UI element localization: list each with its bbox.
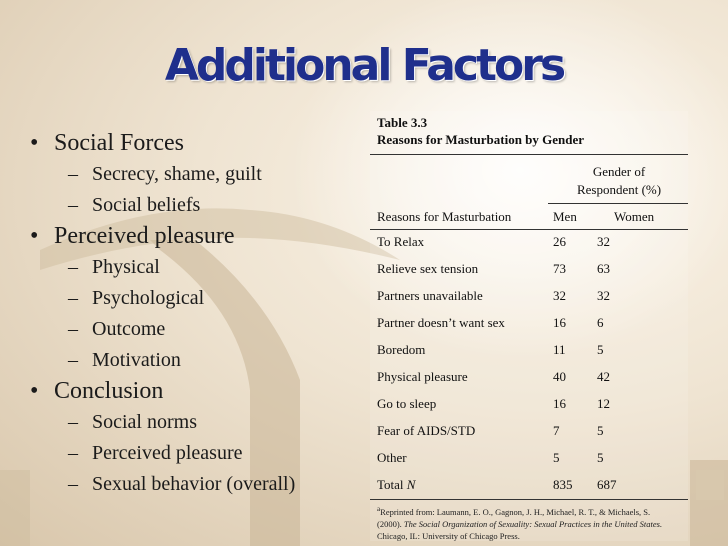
table-row (370, 365, 688, 392)
table-row (370, 392, 688, 419)
column-header-women: Women (614, 209, 655, 224)
total-n: N (406, 477, 416, 492)
footnote-book-title: The Social Organization of Sexuality: Sexual Practices in the United States. (403, 518, 663, 529)
cell-reason: Partner doesn’t want sex (377, 315, 505, 330)
group-header-line1: Gender of (592, 164, 646, 179)
table-number: Table 3.3 (377, 115, 428, 130)
table-row (370, 338, 688, 365)
sub-bullet-outcome: – Outcome (30, 314, 360, 345)
cell-men: 5 (553, 450, 560, 465)
cell-men: 32 (553, 288, 566, 303)
table-row (370, 311, 688, 338)
table-row (370, 419, 688, 446)
bullet-list (30, 128, 360, 500)
sub-bullet-motivation: – Motivation (30, 345, 360, 376)
table-rule-bottom (370, 499, 688, 500)
footnote-line2-prefix: (2000). (377, 518, 404, 529)
group-header-rule (548, 203, 688, 204)
group-header (550, 163, 688, 199)
bullet-conclusion: • Conclusion (30, 376, 360, 407)
table-row (370, 230, 688, 257)
bullet-perceived-pleasure: • Perceived pleasure (30, 221, 360, 252)
table-rule-top (370, 154, 688, 155)
footnote-line1: Reprinted from: Laumann, E. O., Gagnon, J. H., Michael, R. T., & Michaels, S. (380, 506, 651, 517)
table-title: Reasons for Masturbation by Gender (377, 132, 585, 147)
cell-men: 40 (553, 369, 566, 384)
cell-women: 5 (597, 450, 604, 465)
cell-women: 12 (597, 396, 610, 411)
cell-women: 32 (597, 288, 610, 303)
cell-men: 11 (553, 342, 566, 357)
table-row (370, 446, 688, 473)
sub-bullet-social-beliefs: – Social beliefs (30, 190, 360, 221)
cell-reason: Physical pleasure (377, 369, 468, 384)
table-row (370, 257, 688, 284)
cell-men: 26 (553, 234, 566, 249)
cell-men: 16 (553, 315, 566, 330)
cell-women: 32 (597, 234, 610, 249)
footnote-line3: Chicago, IL: University of Chicago Press. (377, 530, 520, 541)
column-header-men: Men (553, 209, 577, 224)
sub-bullet-social-norms: – Social norms (30, 407, 360, 438)
slide-title: Additional Factors (164, 40, 564, 91)
cell-reason: To Relax (377, 234, 425, 249)
cell-reason: Go to sleep (377, 396, 437, 411)
cell-women: 5 (597, 423, 604, 438)
bullet-social-forces: • Social Forces (30, 128, 360, 159)
cell-reason: Partners unavailable (377, 288, 483, 303)
sub-bullet-physical: – Physical (30, 252, 360, 283)
sub-bullet-psychological: – Psychological (30, 283, 360, 314)
cell-men: 73 (553, 261, 566, 276)
cell-men: 835 (553, 477, 573, 492)
cell-men: 16 (553, 396, 566, 411)
footnote-marker: a (377, 505, 381, 513)
group-header-line2: Respondent (%) (576, 182, 662, 197)
cell-women: 6 (597, 315, 604, 330)
cell-men: 7 (553, 423, 560, 438)
table-footnote (377, 503, 687, 542)
total-label: Total (377, 477, 404, 492)
column-header-reason: Reasons for Masturbation (377, 209, 512, 224)
sub-bullet-sexual-behavior: – Sexual behavior (overall) (30, 469, 360, 500)
cell-women: 687 (597, 477, 617, 492)
sub-bullet-perceived-pleasure: – Perceived pleasure (30, 438, 360, 469)
data-table (370, 111, 688, 541)
cell-reason: Fear of AIDS/STD (377, 423, 476, 438)
cell-total-label (377, 477, 415, 493)
cell-women: 5 (597, 342, 604, 357)
cell-reason: Relieve sex tension (377, 261, 479, 276)
cell-reason: Boredom (377, 342, 426, 357)
cell-women: 42 (597, 369, 610, 384)
table-row (370, 284, 688, 311)
cell-reason: Other (377, 450, 407, 465)
table-row-total (370, 473, 688, 500)
cell-women: 63 (597, 261, 610, 276)
sub-bullet-secrecy: – Secrecy, shame, guilt (30, 159, 360, 190)
